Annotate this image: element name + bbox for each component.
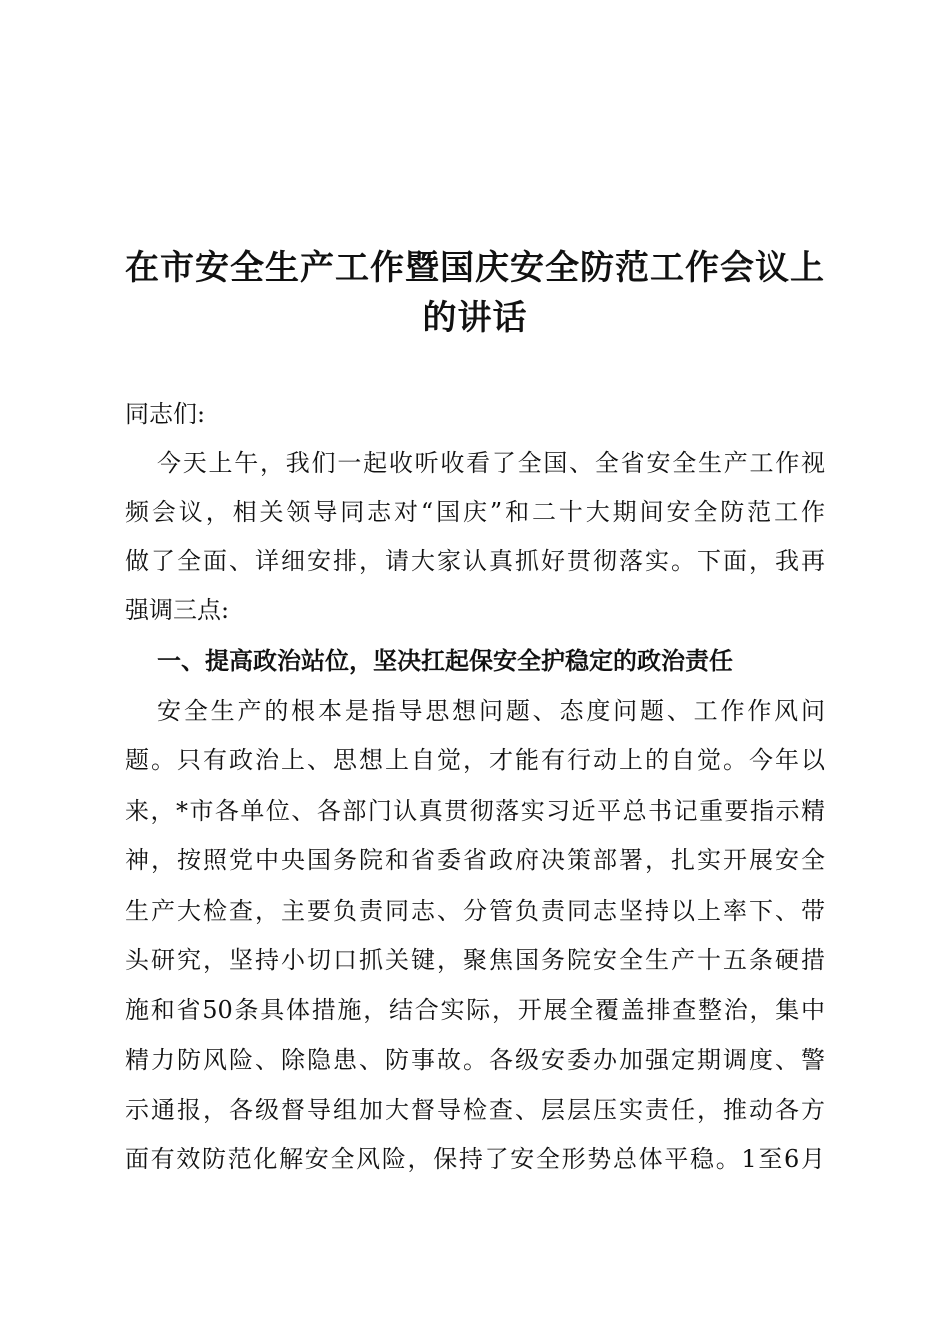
paragraph-line: 今天上午，我们一起收听收看了全国、全省安全生产工作视 — [157, 449, 825, 477]
paragraph-line: 施和省50条具体措施，结合实际，开展全覆盖排查整治，集中 — [125, 996, 825, 1024]
paragraph-line: 精力防风险、除隐患、防事故。各级安委办加强定期调度、警 — [125, 1046, 825, 1074]
paragraph-line: 强调三点: — [125, 596, 230, 624]
paragraph-line: 频会议，相关领导同志对“国庆”和二十大期间安全防范工作 — [125, 498, 825, 526]
section-heading: 一、提高政治站位，坚决扛起保安全护稳定的政治责任 — [157, 647, 733, 675]
salutation: 同志们: — [125, 400, 206, 428]
paragraph-line: 做了全面、详细安排，请大家认真抓好贯彻落实。下面，我再 — [125, 547, 825, 575]
document-title-line-1: 在市安全生产工作暨国庆安全防范工作会议上 — [125, 248, 825, 288]
paragraph-line: 示通报，各级督导组加大督导检查、层层压实责任，推动各方 — [125, 1096, 825, 1124]
paragraph-line: 生产大检查，主要负责同志、分管负责同志坚持以上率下、带 — [125, 897, 825, 925]
paragraph-line: 神，按照党中央国务院和省委省政府决策部署，扎实开展安全 — [125, 846, 825, 874]
document-title-line-2: 的讲话 — [422, 298, 528, 338]
paragraph-line: 安全生产的根本是指导思想问题、态度问题、工作作风问 — [157, 697, 825, 725]
paragraph-line: 题。只有政治上、思想上自觉，才能有行动上的自觉。今年以 — [125, 746, 825, 774]
paragraph-line: 来，*市各单位、各部门认真贯彻落实习近平总书记重要指示精 — [125, 797, 825, 825]
paragraph-line: 头研究，坚持小切口抓关键，聚焦国务院安全生产十五条硬措 — [125, 946, 825, 974]
paragraph-line: 面有效防范化解安全风险，保持了安全形势总体平稳。1至6月 — [125, 1145, 825, 1173]
